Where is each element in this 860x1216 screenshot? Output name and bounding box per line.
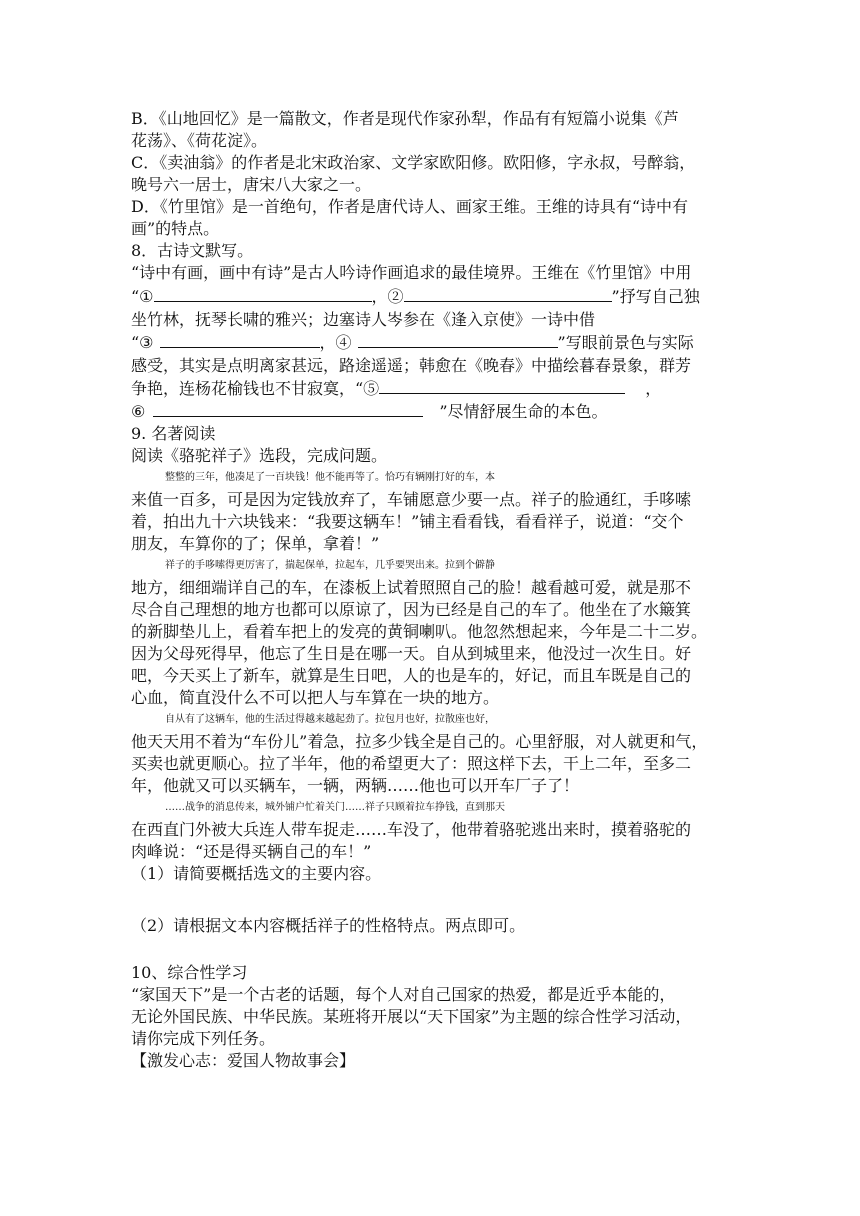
question-8-line-2 bbox=[131, 286, 731, 308]
question-10-line-3: 请你完成下列任务。 bbox=[131, 1029, 276, 1048]
question-8-line-1: “诗中有画，画中有诗”是古人吟诗作画追求的最佳境界。王维在《竹里馆》中用 bbox=[131, 263, 692, 282]
passage-p1-line-3: 着，拍出九十六块钱来：“我要这辆车！”铺主看看钱，看看祥子，说道：“交个 bbox=[131, 512, 684, 531]
passage-p4-line-3: 肉峰说：“还是得买辆自己的车！” bbox=[131, 842, 372, 861]
blank-3-field[interactable] bbox=[160, 333, 320, 348]
question-9-intro: 阅读《骆驼祥子》选段，完成问题。 bbox=[131, 446, 388, 465]
passage-p3-line-1: 自从有了这辆车，他的生活过得越来越起劲了。拉包月也好，拉散座也好， bbox=[165, 714, 495, 725]
passage-p2-line-4: 的新脚垫儿上，看着车把上的发亮的黄铜喇叭。他忽然想起来，今年是二十二岁。 bbox=[131, 622, 708, 641]
question-10-line-2: 无论外国民族、中华民族。某班将开展以“天下国家”为主题的综合性学习活动， bbox=[131, 1007, 692, 1026]
question-8-line-3: 坐竹林，抚琴长啸的雅兴；边塞诗人岑参在《逢入京使》一诗中借 bbox=[131, 310, 596, 329]
blank-4-label: ，④ bbox=[319, 333, 352, 352]
blank-6-label: ⑥ bbox=[131, 402, 146, 421]
question-8-title: 8．古诗文默写。 bbox=[131, 241, 254, 260]
passage-p2-line-7: 心血，简直没什么不可以把人与车算在一块的地方。 bbox=[131, 688, 500, 707]
option-b-line-1: B．《山地回忆》是一篇散文，作者是现代作家孙犁，作品有有短篇小说集《芦 bbox=[131, 109, 679, 128]
passage-p4-line-2: 在西直门外被大兵连人带车捉走……车没了，他带着骆驼逃出来时，摸着骆驼的 bbox=[131, 820, 692, 839]
question-8-line-6 bbox=[131, 378, 731, 400]
blank-5-field[interactable] bbox=[379, 379, 625, 394]
passage-p2-line-6: 吧，今天买上了新车，就算是生日吧，人的也是车的，好记，而且车既是自己的 bbox=[131, 666, 692, 685]
question-8-line-7 bbox=[131, 401, 731, 423]
question-9-title: 9. 名著阅读 bbox=[131, 424, 216, 443]
passage-p1-line-4: 朋友，车算你的了；保单，拿着！” bbox=[131, 534, 380, 553]
blank-2-label: ，② bbox=[371, 287, 404, 306]
blank-1-label: “① bbox=[131, 287, 154, 306]
question-9-sub-1: （1）请简要概括选文的主要内容。 bbox=[131, 864, 382, 883]
blank-1-field[interactable] bbox=[154, 287, 372, 302]
passage-p2-line-5: 因为父母死得早，他忘了生日是在哪一天。自从到城里来，他没过一次生日。好 bbox=[131, 644, 692, 663]
passage-p1-line-1: 整整的三年，他凑足了一百块钱！他不能再等了。恰巧有辆刚打好的车，本 bbox=[165, 472, 495, 483]
option-d-line-2: 画”的特点。 bbox=[131, 219, 220, 238]
blank-6-suffix: ”尽情舒展生命的本色。 bbox=[439, 402, 608, 421]
passage-p4-line-1: ……战争的消息传来，城外铺户忙着关门……祥子只顾着拉车挣钱，直到那天 bbox=[165, 802, 505, 813]
question-10-line-4: 【激发心志：爱国人物故事会】 bbox=[131, 1051, 356, 1070]
question-8-line-4 bbox=[131, 332, 731, 354]
option-c-line-1: C．《卖油翁》的作者是北宋政治家、文学家欧阳修。欧阳修，字永叔，号醉翁， bbox=[131, 153, 696, 172]
blank-2-field[interactable] bbox=[404, 287, 612, 302]
passage-p2-line-1: 祥子的手哆嗦得更厉害了，揣起保单，拉起车，几乎要哭出来。拉到个僻静 bbox=[165, 560, 495, 571]
question-10-line-1: “家国天下”是一个古老的话题，每个人对自己国家的热爱，都是近乎本能的， bbox=[131, 985, 676, 1004]
passage-p2-line-3: 尽合自己理想的地方也都可以原谅了，因为已经是自己的车了。他坐在了水簸箕 bbox=[131, 600, 692, 619]
passage-p2-line-2: 地方，细细端详自己的车，在漆板上试着照照自己的脸！越看越可爱，就是那不 bbox=[131, 578, 692, 597]
blank-6-field[interactable] bbox=[153, 402, 423, 417]
option-d-line-1: D．《竹里馆》是一首绝句，作者是唐代诗人、画家王维。王维的诗具有“诗中有 bbox=[131, 197, 689, 216]
passage-p3-line-4: 年，他就又可以买辆车，一辆，两辆……他也可以开车厂子了！ bbox=[131, 776, 580, 795]
question-8-line-5: 感受，其实是点明离家甚远，路途遥遥；韩愈在《晚春》中描绘暮春景象，群芳 bbox=[131, 356, 692, 375]
passage-p3-line-3: 买卖也就更顺心。拉了半年，他的希望更大了：照这样下去，干上二年，至多二 bbox=[131, 754, 692, 773]
question-10-title: 10、综合性学习 bbox=[131, 963, 248, 982]
blank-2-suffix: ”抒写自己独 bbox=[611, 287, 700, 306]
blank-4-field[interactable] bbox=[358, 333, 558, 348]
blank-5-label: 争艳，连杨花榆钱也不甘寂寞，“⑤ bbox=[131, 379, 380, 398]
blank-4-suffix: ”写眼前景色与实际 bbox=[557, 333, 694, 352]
passage-p1-line-2: 来值一百多，可是因为定钱放弃了，车铺愿意少要一点。祥子的脸通红，手哆嗦 bbox=[131, 490, 692, 509]
option-c-line-2: 晚号六一居士，唐宋八大家之一。 bbox=[131, 175, 372, 194]
option-b-line-2: 花荡》、《荷花淀》。 bbox=[131, 131, 268, 150]
question-9-sub-2: （2）请根据文本内容概括祥子的性格特点。两点即可。 bbox=[131, 916, 526, 935]
passage-p3-line-2: 他天天用不着为“车份儿”着急，拉多少钱全是自己的。心里舒服，对人就更和气， bbox=[131, 732, 708, 751]
blank-5-suffix: ， bbox=[645, 379, 662, 398]
blank-3-label: “③ bbox=[131, 333, 154, 352]
